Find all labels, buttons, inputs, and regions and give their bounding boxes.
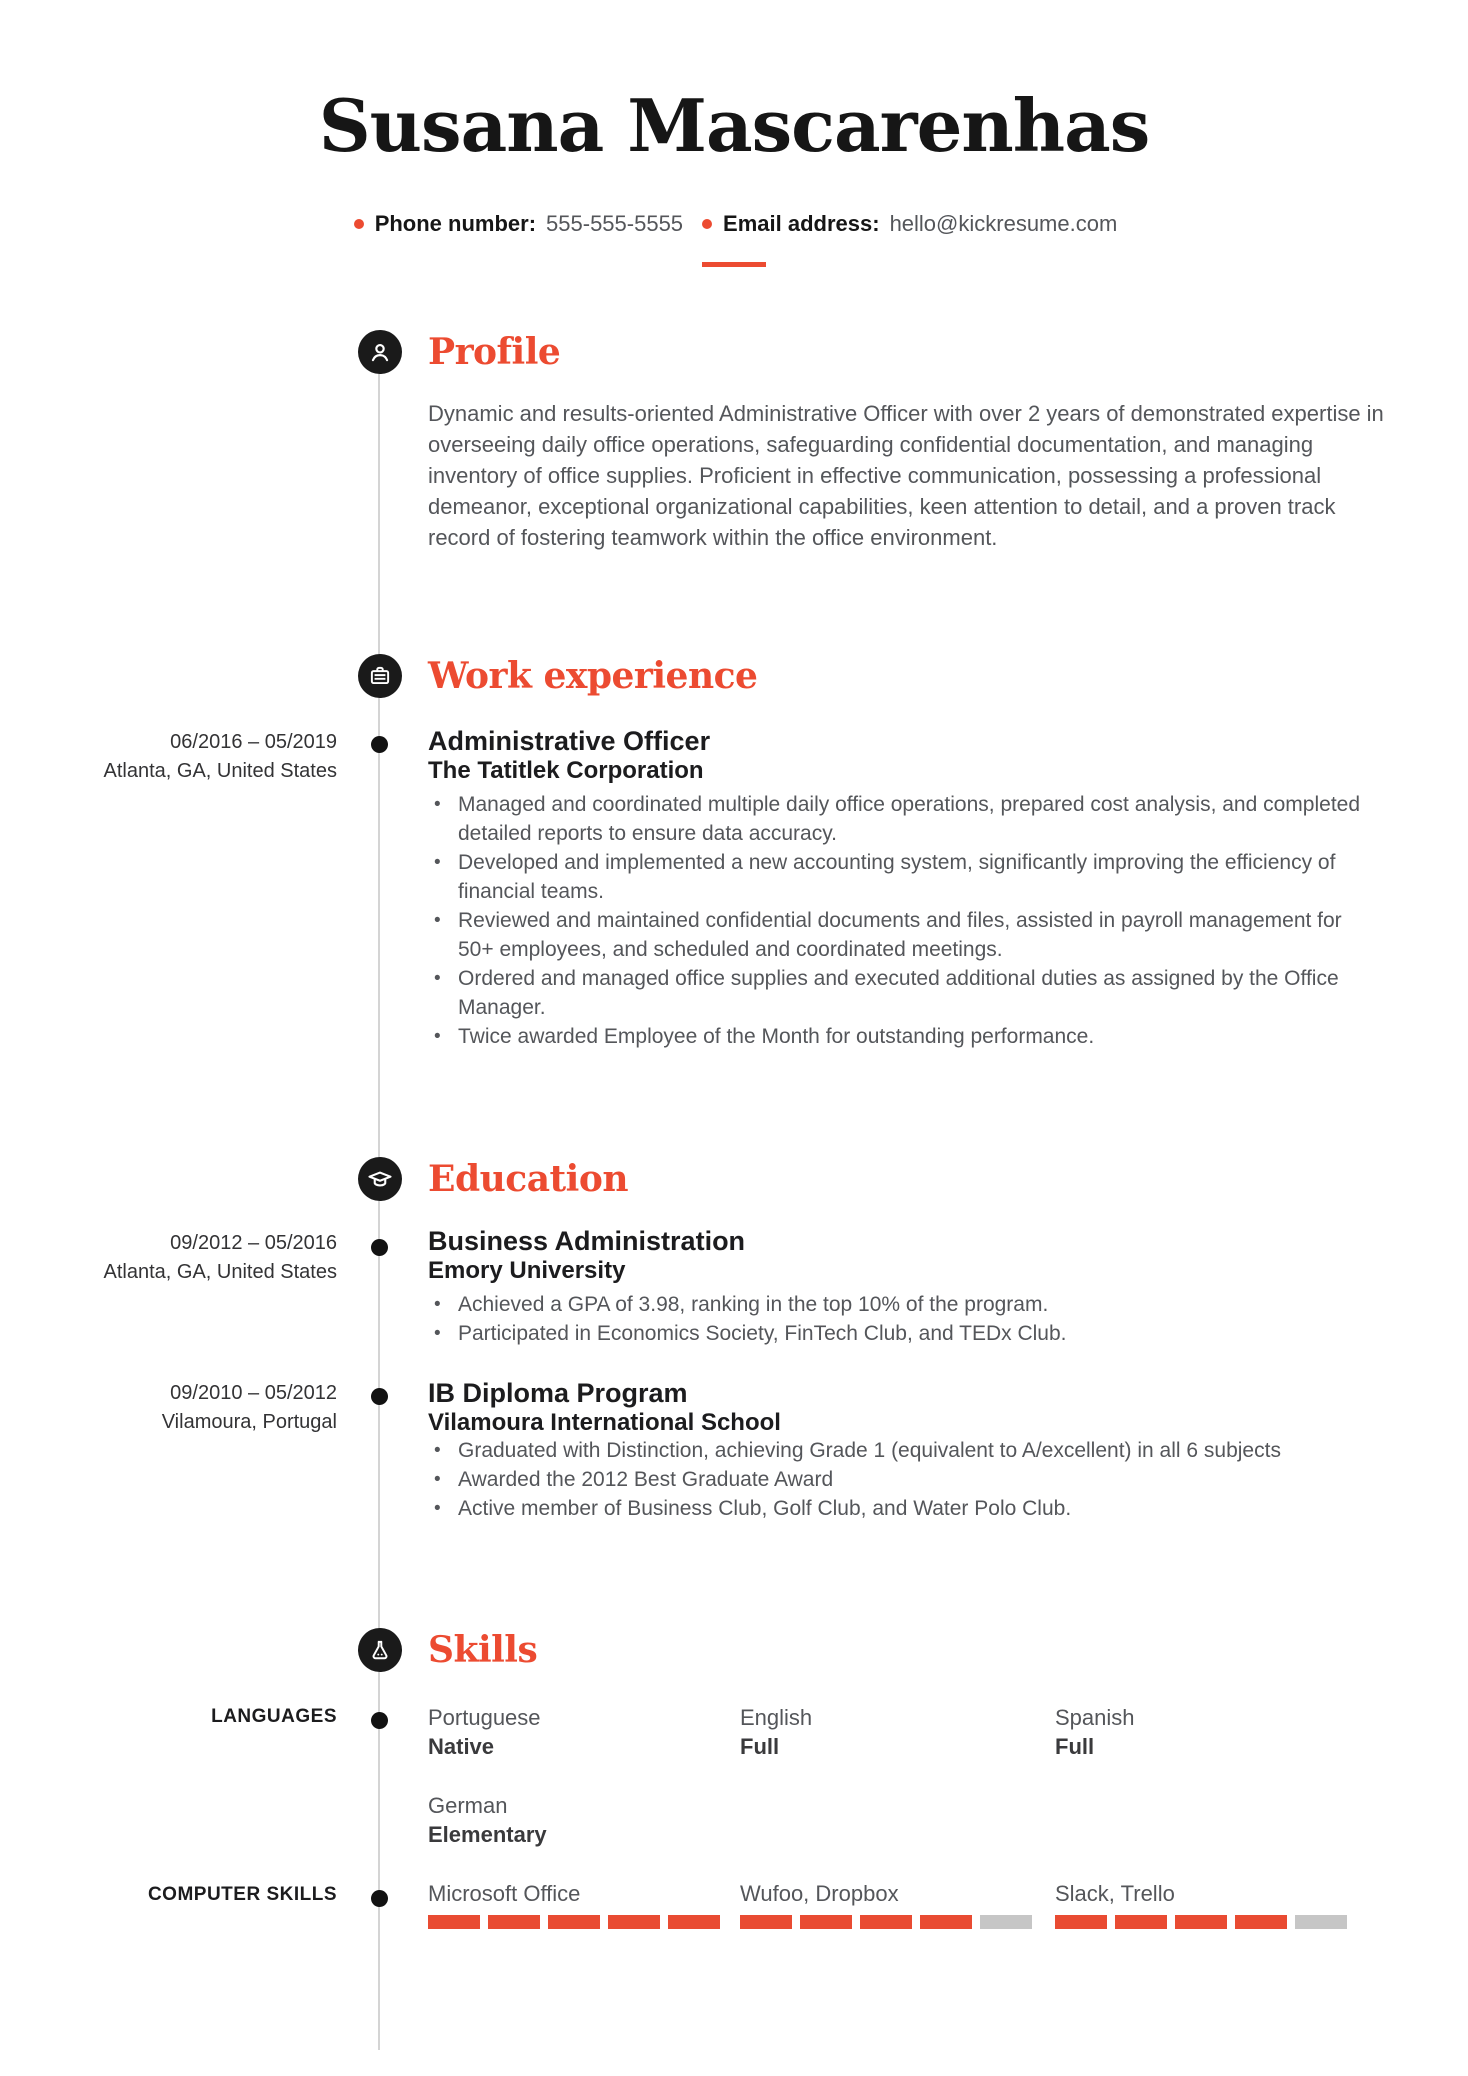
education-entry-dates: 09/2012 – 05/2016 [170,1232,337,1254]
work-entry-bullets [428,790,1378,1051]
bullet-icon [702,219,712,229]
phone-group [343,210,683,238]
language-name: German [428,1793,508,1818]
bar-segment [608,1915,660,1929]
languages-label: LANGUAGES [211,1706,337,1727]
computer-skill-name: Microsoft Office [428,1881,581,1906]
flask-icon [367,1637,393,1663]
list-item: • Participated in Economics Society, FinTech Club, and TEDx Club. [428,1319,1378,1348]
education-entry-degree: Business Administration [428,1226,746,1256]
language-name: Portuguese [428,1705,541,1730]
computer-skill-item [428,1879,728,1929]
bar-segment [668,1915,720,1929]
bar-segment [800,1915,852,1929]
language-item [428,1791,728,1849]
phone-label: Phone number: [374,211,537,236]
timeline-line [378,352,380,2050]
header-divider [702,262,766,267]
email-label: Email address: [723,211,880,236]
timeline-dot [371,1388,388,1405]
list-item: • Graduated with Distinction, achieving Grade 1 (equivalent to A/excellent) in all 6 subjects [428,1436,1378,1465]
education-entry-meta [0,1379,337,1437]
education-section-title: Education [428,1158,629,1200]
phone-value: 555-555-5555 [546,211,684,236]
bar-segment [920,1915,972,1929]
list-item: • Managed and coordinated multiple daily office operations, prepared cost analysis, and completed detailed reports to ensure data accuracy. [428,790,1378,848]
person-icon [367,339,393,365]
bar-segment [1295,1915,1347,1929]
language-item [1055,1703,1355,1761]
computer-skill-name: Slack, Trello [1055,1881,1175,1906]
skills-section-icon [358,1628,402,1672]
computer-skill-name: Wufoo, Dropbox [740,1881,899,1906]
list-item: • Ordered and managed office supplies and executed additional duties as assigned by the Office Manager. [428,964,1378,1022]
work-entry-location: Atlanta, GA, United States [103,760,337,782]
language-level: Elementary [428,1822,547,1847]
bullet-icon [354,219,364,229]
profile-section-title: Profile [428,331,561,373]
bar-segment [1235,1915,1287,1929]
timeline-dot [371,1890,388,1907]
education-entry-bullets [428,1290,1378,1348]
page-title: Susana Mascarenhas [318,83,1150,168]
work-section-title: Work experience [428,655,758,697]
list-item: • Active member of Business Club, Golf Club, and Water Polo Club. [428,1494,1378,1523]
bar-segment [1055,1915,1107,1929]
work-entry-dates: 06/2016 – 05/2019 [170,731,337,753]
education-entry-location: Atlanta, GA, United States [103,1261,337,1283]
list-item: • Developed and implemented a new accounting system, significantly improving the efficiency of financial teams. [428,848,1378,906]
language-item [428,1703,728,1761]
timeline-dot [371,1712,388,1729]
language-level: Full [1055,1734,1095,1759]
profile-text: Dynamic and results-oriented Administrative Officer with over 2 years of demonstrated expertise in overseeing daily office operations, safeguarding confidential documentation, and managing inventory of office supplies. Proficient in effective communication, possessing a professional demeanor, exceptional organizational capabilities, keen attention to detail, and a proven track record of fostering teamwork within the office environment. [428,401,1384,550]
language-name: English [740,1705,813,1730]
education-entry-location: Vilamoura, Portugal [161,1411,337,1433]
computer-skill-item [740,1879,1040,1929]
list-item: • Reviewed and maintained confidential documents and files, assisted in payroll management for 50+ employees, and scheduled and coordinated meetings. [428,906,1378,964]
education-entry-meta [0,1229,337,1287]
skill-level-bar [1055,1915,1355,1929]
work-entry-role: Administrative Officer [428,726,711,756]
skills-section-title: Skills [428,1629,538,1671]
language-level: Full [740,1734,780,1759]
work-section-icon [358,654,402,698]
education-entry-degree: IB Diploma Program [428,1378,688,1408]
bar-segment [1175,1915,1227,1929]
education-entry-school: Emory University [428,1257,626,1284]
list-item: • Achieved a GPA of 3.98, ranking in the top 10% of the program. [428,1290,1378,1319]
education-entry-school: Vilamoura International School [428,1409,781,1436]
bar-segment [548,1915,600,1929]
skill-level-bar [428,1915,728,1929]
education-entry-dates: 09/2010 – 05/2012 [170,1382,337,1404]
work-entry-company: The Tatitlek Corporation [428,757,704,784]
bar-segment [428,1915,480,1929]
bar-segment [1115,1915,1167,1929]
list-item: • Twice awarded Employee of the Month for outstanding performance. [428,1022,1378,1051]
work-entry-meta [0,728,337,786]
computer-skills-label: COMPUTER SKILLS [147,1884,337,1905]
email-group [691,210,1117,238]
skill-level-bar [740,1915,1040,1929]
language-level: Native [428,1734,495,1759]
profile-section-icon [358,330,402,374]
language-name: Spanish [1055,1705,1135,1730]
list-item: • Awarded the 2012 Best Graduate Award [428,1465,1378,1494]
bar-segment [980,1915,1032,1929]
bar-segment [488,1915,540,1929]
timeline-dot [371,736,388,753]
education-entry-bullets [428,1436,1378,1523]
briefcase-icon [367,663,393,689]
graduation-cap-icon [366,1165,394,1193]
education-section-icon [358,1157,402,1201]
contact-line [0,210,1468,238]
computer-skill-item [1055,1879,1355,1929]
email-value[interactable]: hello@kickresume.com [889,211,1118,236]
language-item [740,1703,1040,1761]
bar-segment [860,1915,912,1929]
bar-segment [740,1915,792,1929]
timeline-dot [371,1239,388,1256]
